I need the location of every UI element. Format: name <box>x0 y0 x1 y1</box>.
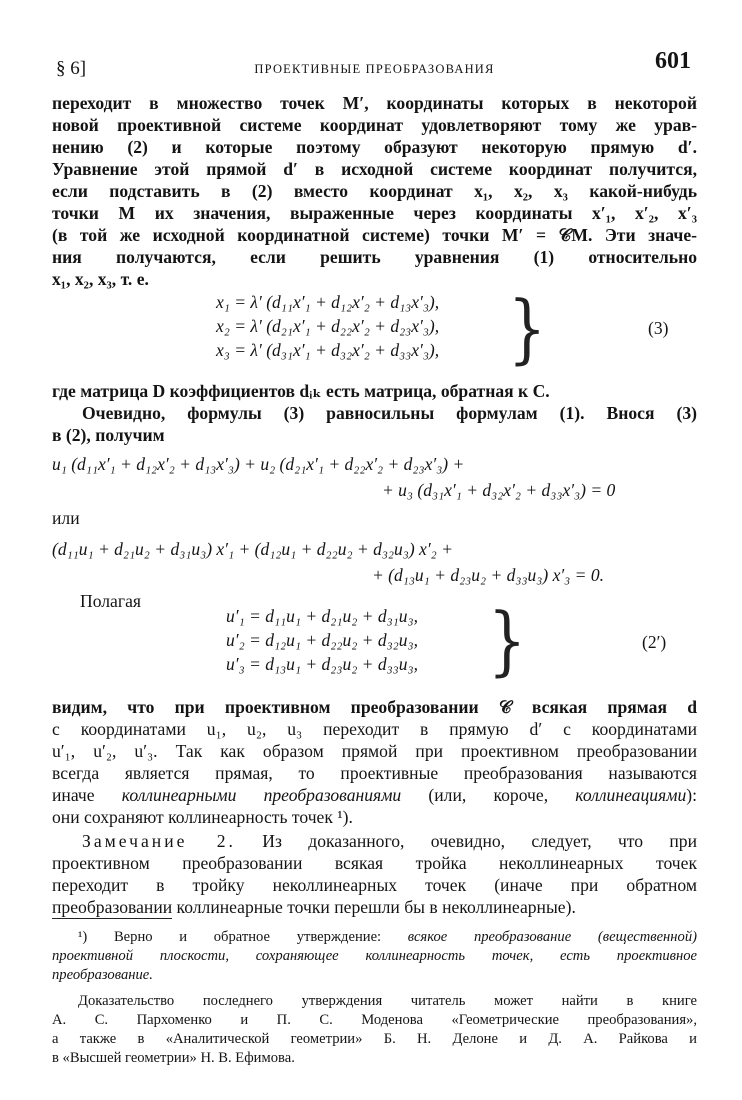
equation-2p-row-1: u′₁ = d₁₁u₁ + d₂₁u₂ + d₃₁u₃, <box>226 606 418 626</box>
intro-line-1: переходит в множество точек M′, координаты которых в некоторой <box>52 93 697 113</box>
intro-line-6: точки M их значения, выраженные через координаты x′₁, x′₂, x′₃ <box>52 203 697 223</box>
matrix-d-line: где матрица D коэффициентов dᵢₖ есть матрица, обратная к C. <box>52 381 550 401</box>
term-collinear-transformations: коллинеарными преобразованиями <box>121 785 402 805</box>
intro-line-5: если подставить в (2) вместо координат x₁, x₂, x₃ какой-нибудь <box>52 181 697 201</box>
remark-line-4: преобразовании коллинеарные точки перешли бы в неколлинеарные). <box>52 897 576 917</box>
running-header <box>52 48 697 84</box>
footnote-marker: ¹) <box>78 929 88 945</box>
equation-3-number: (3) <box>648 318 669 338</box>
substituted-equation-line-2: + u₃ (d₃₁x′₁ + d₃₂x′₂ + d₃₃x′₃) = 0 <box>382 480 616 500</box>
remark-heading: Замечание 2. <box>82 831 236 851</box>
remark-line-1 <box>52 830 697 852</box>
result-line-2: с координатами u₁, u₂, u₃ переходит в прямую d′ с координатами <box>52 719 697 739</box>
page-number: 601 <box>655 48 691 74</box>
result-line-3: u′₁, u′₂, u′₃. Так как образом прямой при проективном преобразовании <box>52 741 697 761</box>
intro-line-3: нению (2) и которые поэтому образуют некоторую прямую d′. <box>52 137 697 157</box>
result-line-5 <box>52 784 697 806</box>
footnote-2-line-4: в «Высшей геометрии» Н. В. Ефимова. <box>52 1050 295 1066</box>
term-collineations: коллинеациями <box>575 785 687 805</box>
result-line-5-a: иначе <box>52 785 122 805</box>
equation-3-row-1: x₁ = λ′ (d₁₁x′₁ + d₁₂x′₂ + d₁₃x′₃), <box>216 292 440 312</box>
collected-equation-line-2: + (d₁₃u₁ + d₂₃u₂ + d₃₃u₃) x′₃ = 0. <box>372 565 604 585</box>
footnote-1-italic-1: всякое преобразование (вещественной) <box>407 929 697 945</box>
footnote-1-italic-3: преобразование. <box>52 967 153 983</box>
equation-2p-row-2: u′₂ = d₁₂u₁ + d₂₂u₂ + d₃₂u₃, <box>226 630 418 650</box>
substituted-equation-line-1: u₁ (d₁₁x′₁ + d₁₂x′₂ + d₁₃x′₃) + u₂ (d₂₁x′₁ + d₂₂x′₂ + d₂₃x′₃) + <box>52 454 465 474</box>
collected-equation-line-1: (d₁₁u₁ + d₂₁u₂ + d₃₁u₃) x′₁ + (d₁₂u₁ + d₂₂u₂ + d₃₂u₃) x′₂ + <box>52 539 453 559</box>
remark-line-3: переходит в тройку неколлинеарных точек (иначе при обратном <box>52 875 697 895</box>
result-line-4: всегда является прямая, то проективные преобразования называются <box>52 763 697 783</box>
footnote-2-line-2: А. С. Пархоменко и П. С. Моденова «Геометрические преобразования», <box>52 1012 697 1028</box>
result-line-1: видим, что при проективном преобразовании 𝒞 всякая прямая d <box>52 697 697 717</box>
intro-line-8: ния получаются, если решить уравнения (1) относительно <box>52 247 697 267</box>
running-title: ПРОЕКТИВНЫЕ ПРЕОБРАЗОВАНИЯ <box>254 62 495 76</box>
footnote-rule <box>52 918 172 919</box>
footnote-1-text: Верно и обратное утверждение: <box>87 929 408 945</box>
result-line-6: они сохраняют коллинеарность точек ¹). <box>52 807 353 827</box>
equation-3-brace: } <box>508 285 547 374</box>
footnote-1-line-1 <box>52 928 697 947</box>
remark-line-1-text: Из доказанного, очевидно, следует, что при <box>235 831 697 851</box>
equation-3-row-2: x₂ = λ′ (d₂₁x′₁ + d₂₂x′₂ + d₂₃x′₃), <box>216 316 440 336</box>
section-marker: § 6] <box>56 58 87 79</box>
equation-2p-row-3: u′₃ = d₁₃u₁ + d₂₃u₂ + d₃₃u₃, <box>226 654 418 674</box>
result-line-5-c: ): <box>686 785 697 805</box>
footnote-1-line-2 <box>52 947 697 966</box>
or-word: или <box>52 508 80 528</box>
footnote-2-line-3: а также в «Аналитической геометрии» Б. Н. Делоне и Д. А. Райкова и <box>52 1031 697 1047</box>
intro-line-2: новой проективной системе координат удовлетворяют тому же урав- <box>52 115 697 135</box>
remark-line-2: проективном преобразовании всякая тройка неколлинеарных точек <box>52 853 697 873</box>
equivalence-line: Очевидно, формулы (3) равносильны формулам (1). Внося (3) <box>82 403 697 423</box>
equation-3-row-3: x₃ = λ′ (d₃₁x′₁ + d₃₂x′₂ + d₃₃x′₃), <box>216 340 440 360</box>
footnote-1-line-3 <box>52 966 697 985</box>
equation-2p-brace: } <box>488 597 527 686</box>
intro-line-9: x₁, x₂, x₃, т. е. <box>52 269 149 289</box>
footnote-2-line-1: Доказательство последнего утверждения читатель может найти в книге <box>78 993 697 1009</box>
polagaya-word: Полагая <box>80 591 141 611</box>
result-line-5-b: (или, короче, <box>401 785 576 805</box>
substitution-intro: в (2), получим <box>52 425 165 445</box>
intro-line-4: Уравнение этой прямой d′ в исходной системе координат получится, <box>52 159 697 179</box>
intro-line-7: (в той же исходной координатной системе) точки M′ = 𝒞M. Эти значе- <box>52 225 697 245</box>
equation-2p-number: (2′) <box>642 632 667 652</box>
footnote-1-italic-2: проективной плоскости, сохраняющее коллинеарность точек, есть проективное <box>52 948 697 964</box>
